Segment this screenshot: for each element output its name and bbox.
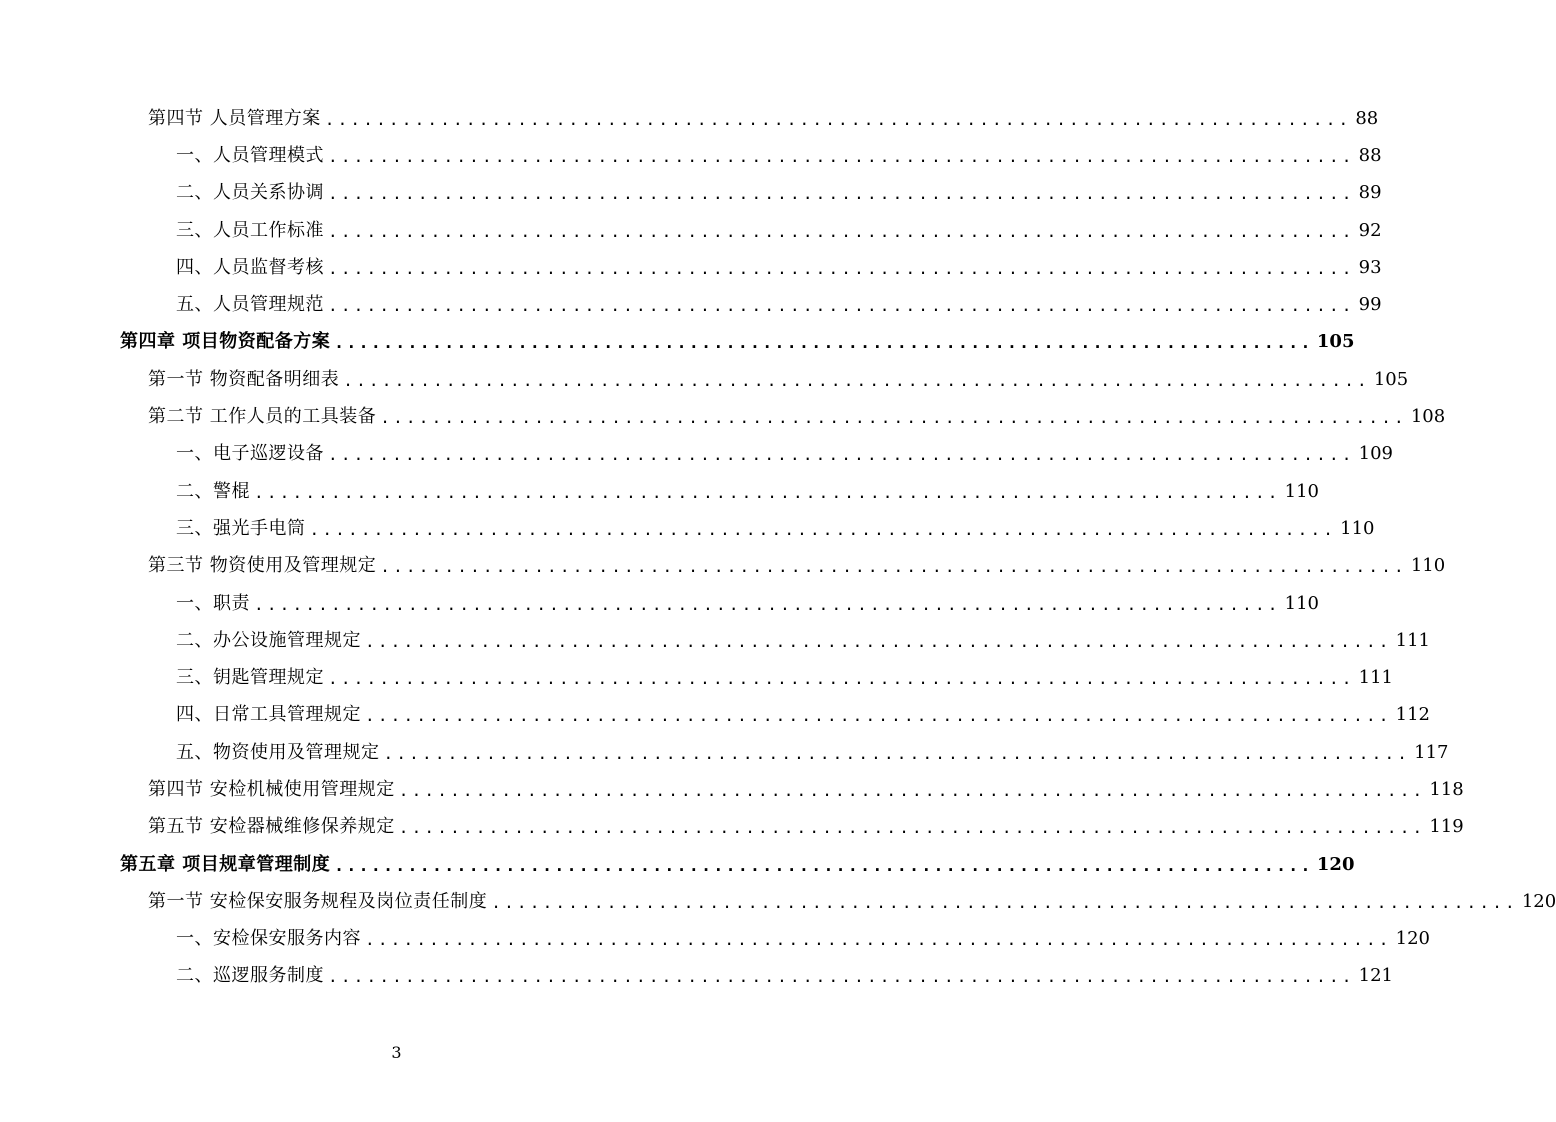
toc-dot-leader: ................................................................................ bbox=[398, 818, 1426, 838]
toc-entry-title: 二、人员关系协调 bbox=[176, 182, 324, 204]
toc-subsection-entry bbox=[0, 585, 1319, 622]
toc-dot-leader: ................................................................................ bbox=[309, 519, 1337, 539]
toc-entry-page: 93 bbox=[1358, 256, 1382, 278]
toc-entry-page: 120 bbox=[1316, 853, 1355, 875]
toc-dot-leader: ................................................................................ bbox=[365, 930, 1392, 950]
toc-entry-page: 110 bbox=[1284, 480, 1319, 502]
toc-subsection-entry bbox=[0, 175, 1382, 212]
toc-entry-title: 二、巡逻服务制度 bbox=[176, 965, 324, 987]
toc-entry-page: 88 bbox=[1355, 107, 1379, 129]
toc-section-entry bbox=[0, 361, 1409, 398]
toc-dot-leader: ................................................................................ bbox=[254, 482, 1281, 502]
toc-entry-page: 89 bbox=[1358, 182, 1382, 204]
toc-entry-title: 三、人员工作标准 bbox=[176, 219, 324, 241]
toc-subsection-entry bbox=[0, 510, 1375, 547]
toc-entry-title: 第一节 安检保安服务规程及岗位责任制度 bbox=[148, 890, 488, 912]
toc-entry-title: 第一节 物资配备明细表 bbox=[148, 368, 340, 390]
toc-entry-title: 二、警棍 bbox=[176, 480, 250, 502]
toc-entry-page: 110 bbox=[1340, 517, 1375, 539]
toc-section-entry bbox=[0, 100, 1379, 137]
toc-entry-title: 第三节 物资使用及管理规定 bbox=[148, 555, 377, 577]
toc-entry-page: 105 bbox=[1373, 368, 1409, 390]
toc-entry-page: 119 bbox=[1429, 816, 1464, 838]
toc-subsection-entry bbox=[0, 958, 1393, 995]
toc-entry-page: 110 bbox=[1284, 592, 1319, 614]
toc-chapter-entry bbox=[0, 324, 1355, 361]
toc-entry-page: 105 bbox=[1316, 331, 1355, 353]
toc-dot-leader: ................................................................................ bbox=[380, 557, 1407, 577]
toc-dot-leader: ................................................................................ bbox=[328, 967, 1355, 987]
toc-section-entry bbox=[0, 809, 1464, 846]
toc-subsection-entry bbox=[0, 659, 1393, 696]
toc-subsection-entry bbox=[0, 734, 1449, 771]
toc-entry-title: 第二节 工作人员的工具装备 bbox=[148, 406, 377, 428]
toc-section-entry bbox=[0, 398, 1446, 435]
toc-entry-title: 二、办公设施管理规定 bbox=[176, 629, 361, 651]
toc-entry-page: 118 bbox=[1429, 778, 1464, 800]
toc-entry-title: 三、钥匙管理规定 bbox=[176, 667, 324, 689]
toc-dot-leader: ................................................................................ bbox=[365, 631, 1392, 651]
table-of-contents bbox=[0, 100, 1556, 995]
toc-subsection-entry bbox=[0, 212, 1382, 249]
page-number: 3 bbox=[391, 1043, 402, 1062]
toc-entry-page: 117 bbox=[1414, 741, 1449, 763]
toc-subsection-entry bbox=[0, 286, 1382, 323]
toc-dot-leader: ................................................................................ bbox=[254, 594, 1281, 614]
toc-entry-page: 108 bbox=[1410, 406, 1446, 428]
toc-subsection-entry bbox=[0, 473, 1319, 510]
toc-dot-leader: ................................................................................ bbox=[365, 706, 1392, 726]
toc-dot-leader: ................................................................................ bbox=[328, 296, 1355, 316]
toc-dot-leader: ................................................................................ bbox=[328, 221, 1355, 241]
toc-dot-leader: ................................................................................ bbox=[380, 408, 1407, 428]
toc-entry-page: 88 bbox=[1358, 144, 1382, 166]
toc-entry-title: 五、物资使用及管理规定 bbox=[176, 741, 380, 763]
toc-chapter-entry bbox=[0, 846, 1355, 883]
toc-subsection-entry bbox=[0, 697, 1430, 734]
toc-dot-leader: ................................................................................ bbox=[491, 892, 1518, 912]
toc-entry-page: 121 bbox=[1358, 965, 1393, 987]
toc-entry-title: 第四章 项目物资配备方案 bbox=[120, 331, 331, 353]
toc-entry-page: 120 bbox=[1395, 928, 1430, 950]
toc-dot-leader: ................................................................................ bbox=[328, 445, 1355, 465]
toc-entry-title: 四、人员监督考核 bbox=[176, 256, 324, 278]
toc-subsection-entry bbox=[0, 249, 1382, 286]
toc-entry-page: 92 bbox=[1358, 219, 1382, 241]
toc-entry-page: 112 bbox=[1395, 704, 1430, 726]
toc-entry-page: 99 bbox=[1358, 294, 1382, 316]
toc-section-entry bbox=[0, 548, 1446, 585]
toc-entry-title: 第五节 安检器械维修保养规定 bbox=[148, 816, 395, 838]
toc-dot-leader: ................................................................................ bbox=[328, 258, 1355, 278]
toc-dot-leader: ................................................................................ bbox=[334, 855, 1313, 875]
toc-entry-title: 五、人员管理规范 bbox=[176, 294, 324, 316]
toc-subsection-entry bbox=[0, 137, 1382, 174]
toc-dot-leader: ................................................................................ bbox=[328, 669, 1355, 689]
toc-entry-page: 110 bbox=[1410, 555, 1446, 577]
toc-dot-leader: ................................................................................ bbox=[343, 370, 1370, 390]
toc-dot-leader: ................................................................................ bbox=[334, 333, 1313, 353]
toc-entry-page: 120 bbox=[1521, 890, 1556, 912]
toc-entry-title: 一、人员管理模式 bbox=[176, 144, 324, 166]
toc-section-entry bbox=[0, 883, 1556, 920]
toc-dot-leader: ................................................................................ bbox=[324, 109, 1352, 129]
toc-entry-page: 109 bbox=[1358, 443, 1393, 465]
toc-subsection-entry bbox=[0, 622, 1430, 659]
toc-entry-title: 一、电子巡逻设备 bbox=[176, 443, 324, 465]
toc-entry-title: 一、安检保安服务内容 bbox=[176, 928, 361, 950]
toc-entry-page: 111 bbox=[1395, 629, 1430, 651]
toc-entry-title: 四、日常工具管理规定 bbox=[176, 704, 361, 726]
toc-section-entry bbox=[0, 771, 1464, 808]
toc-dot-leader: ................................................................................ bbox=[328, 184, 1355, 204]
toc-subsection-entry bbox=[0, 921, 1430, 958]
toc-entry-title: 三、强光手电筒 bbox=[176, 517, 306, 539]
toc-subsection-entry bbox=[0, 436, 1393, 473]
toc-dot-leader: ................................................................................ bbox=[398, 780, 1426, 800]
toc-entry-title: 第四节 安检机械使用管理规定 bbox=[148, 778, 395, 800]
toc-entry-title: 第四节 人员管理方案 bbox=[148, 107, 321, 129]
toc-dot-leader: ................................................................................ bbox=[383, 743, 1411, 763]
toc-entry-page: 111 bbox=[1358, 667, 1393, 689]
toc-entry-title: 第五章 项目规章管理制度 bbox=[120, 853, 331, 875]
toc-dot-leader: ................................................................................ bbox=[328, 146, 1355, 166]
toc-entry-title: 一、职责 bbox=[176, 592, 250, 614]
